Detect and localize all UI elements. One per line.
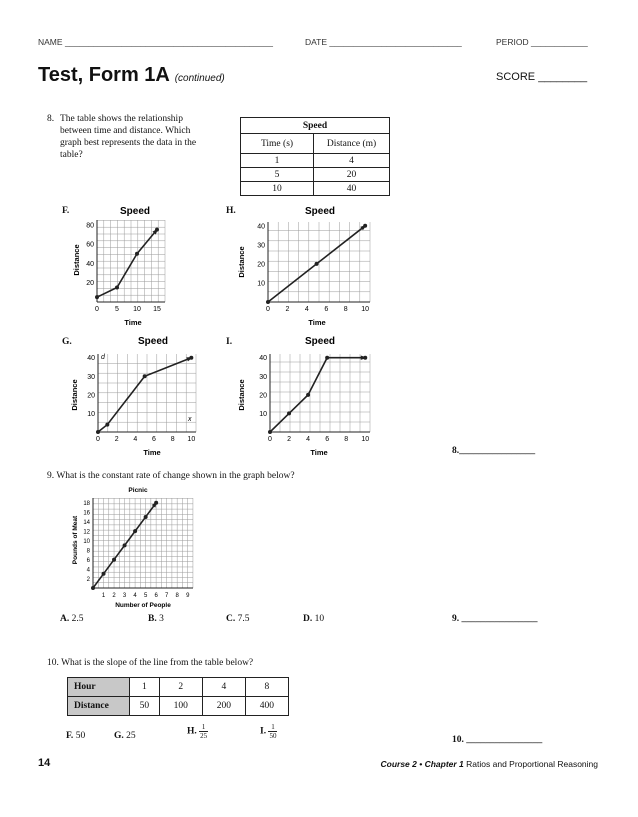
chart-f-title: Speed: [119, 206, 151, 217]
chart-f-xlabel: Time: [124, 318, 142, 327]
data-point: [144, 515, 148, 519]
x-tick-label: 0: [96, 436, 100, 443]
y-tick-label: 10: [257, 280, 265, 288]
q8-text-line: table?: [60, 150, 83, 160]
x-tick-label: 4: [133, 436, 138, 443]
q10-answer-label: 10.: [452, 735, 464, 745]
series-line: [97, 230, 157, 298]
data-point: [96, 430, 100, 434]
table-cell: 2: [159, 678, 202, 697]
y-tick-label: 30: [259, 373, 267, 381]
table-cell: 10: [241, 182, 314, 196]
x-tick-label: 2: [112, 593, 116, 599]
data-point: [287, 411, 291, 415]
y-tick-label: 2: [86, 577, 90, 584]
x-tick-label: 4: [133, 593, 137, 599]
x-tick-label: 4: [304, 306, 309, 313]
data-point: [266, 300, 270, 304]
score-field[interactable]: [496, 71, 587, 83]
data-point: [325, 356, 329, 360]
data-point: [306, 393, 310, 397]
period-label: PERIOD: [496, 37, 529, 47]
date-field[interactable]: [305, 37, 462, 47]
series-line: [98, 358, 191, 432]
chart-h-xlabel: Time: [308, 318, 326, 327]
choice-value: 2.5: [71, 614, 84, 624]
x-tick-label: 5: [143, 593, 148, 599]
q8-option-f-letter[interactable]: F.: [62, 206, 70, 216]
period-line: ____________: [530, 37, 588, 47]
choice-letter: G.: [114, 731, 124, 741]
chart-picnic: [68, 480, 208, 612]
x-tick-label: 6: [154, 593, 158, 599]
score-label: SCORE: [496, 71, 536, 83]
table-cell: 4: [314, 154, 390, 168]
table-cell: 400: [245, 697, 288, 716]
q8-answer-line: ________________: [459, 446, 536, 456]
y-tick-label: 20: [86, 280, 94, 288]
footer-course-name: Course 2 • Chapter 1: [380, 759, 464, 769]
q8-number: 8.: [47, 114, 55, 124]
x-tick-label: 6: [152, 436, 156, 443]
data-point: [135, 252, 139, 256]
q8-table-header: Time (s): [241, 134, 314, 154]
fraction-denominator: 25: [200, 732, 208, 740]
choice-letter: C.: [226, 614, 236, 624]
q8-option-i-letter[interactable]: I.: [226, 337, 233, 347]
x-tick-label: 3: [122, 593, 127, 599]
q8-text-line: graph best represents the data in the: [60, 138, 197, 148]
period-field[interactable]: [496, 37, 588, 47]
chart-g-title: Speed: [137, 336, 169, 347]
data-point: [115, 286, 119, 290]
x-tick-label: 5: [115, 306, 119, 313]
choice-value: 10: [314, 614, 325, 624]
x-tick-label: 7: [165, 593, 169, 599]
choice-letter: D.: [303, 614, 313, 624]
table-row: [68, 697, 289, 716]
name-line: ____________________________________________: [64, 37, 273, 47]
chart-picnic-ylabel: Pounds of Meat: [72, 515, 79, 565]
x-tick-label: 8: [170, 436, 175, 443]
fraction-denominator: 50: [269, 732, 277, 740]
q10-question: [47, 657, 253, 669]
data-point: [112, 558, 116, 562]
q8-table-title: Speed: [241, 118, 390, 134]
fraction-numerator: 1: [199, 723, 208, 732]
y-tick-label: 30: [87, 373, 95, 381]
q8-text: [60, 113, 240, 161]
q10-choice-f[interactable]: [66, 731, 85, 741]
q10-choice-i[interactable]: [260, 723, 277, 740]
chart-f-ylabel: Distance: [72, 244, 81, 276]
footer-course: [381, 759, 599, 769]
y-tick-label: 60: [86, 241, 94, 249]
q8-speed-table: [240, 117, 390, 196]
chart-f: [70, 200, 175, 330]
chart-picnic-title: Picnic: [128, 487, 148, 494]
q9-choice-b[interactable]: [148, 614, 164, 624]
q10-choice-h[interactable]: [187, 723, 208, 740]
table-row: [68, 678, 289, 697]
y-tick-label: 40: [259, 355, 267, 363]
x-tick-label: 8: [175, 593, 179, 599]
score-line: ________: [538, 71, 588, 83]
table-cell: 1: [130, 678, 160, 697]
q10-number: 10.: [47, 658, 59, 668]
data-point: [123, 543, 127, 547]
y-tick-label: 20: [87, 392, 95, 400]
fraction: [268, 723, 277, 740]
y-tick-label: 20: [257, 261, 265, 269]
data-point: [102, 572, 106, 576]
fraction-numerator: 1: [268, 723, 277, 732]
table-row: [241, 154, 390, 168]
data-point: [105, 423, 109, 427]
q9-text: What is the constant rate of change shown in the graph below?: [56, 471, 295, 481]
name-field[interactable]: [38, 37, 273, 47]
date-line: ____________________________: [329, 37, 462, 47]
choice-value: 3: [159, 614, 164, 624]
chart-i: [235, 330, 375, 460]
page-number: 14: [38, 757, 51, 769]
choice-value: 50: [75, 731, 86, 741]
x-tick-label: 0: [95, 306, 99, 313]
data-point: [133, 529, 137, 533]
choice-letter: A.: [60, 614, 70, 624]
q10-table: [67, 677, 289, 716]
q10-text: What is the slope of the line from the table below?: [61, 658, 254, 668]
x-tick-label: 6: [325, 436, 330, 443]
name-label: NAME: [38, 37, 63, 47]
y-tick-label: 30: [257, 242, 265, 250]
q10-row-label-distance: Distance: [68, 697, 130, 716]
y-tick-label: 20: [259, 392, 267, 400]
q9-answer-line: ________________: [461, 614, 538, 624]
x-tick-label: 10: [187, 436, 196, 443]
table-cell: 100: [159, 697, 202, 716]
table-cell: 5: [241, 168, 314, 182]
y-tick-label: 40: [257, 223, 265, 231]
choice-letter: F.: [66, 731, 74, 741]
table-cell: 1: [241, 154, 314, 168]
y-tick-label: 40: [87, 355, 95, 363]
y-tick-label: 18: [83, 501, 90, 508]
q9-choice-d[interactable]: [303, 614, 324, 624]
x-tick-label: 8: [343, 306, 348, 313]
x-tick-label: 6: [324, 306, 329, 313]
table-cell: 4: [202, 678, 245, 697]
q10-choice-g[interactable]: [114, 731, 136, 741]
y-tick-label: 6: [86, 558, 90, 565]
y-tick-label: 10: [87, 410, 95, 418]
y-tick-label: 14: [83, 520, 90, 527]
data-point: [315, 262, 319, 266]
table-cell: 40: [314, 182, 390, 196]
chart-g-axis-y-name: d: [101, 354, 105, 361]
q8-answer-label: 8.: [452, 446, 460, 456]
y-tick-label: 40: [86, 260, 94, 268]
q8-text-line: The table shows the relationship: [60, 114, 183, 124]
table-row: [241, 168, 390, 182]
page-title: [38, 64, 225, 87]
choice-value: 7.5: [237, 614, 250, 624]
chart-h-title: Speed: [304, 206, 336, 217]
table-cell: 8: [245, 678, 288, 697]
q10-answer[interactable]: [452, 735, 542, 745]
x-tick-label: 0: [266, 306, 270, 313]
choice-value: 25: [126, 731, 136, 741]
fraction: [199, 723, 208, 740]
x-tick-label: 0: [268, 436, 272, 443]
x-tick-label: 15: [153, 306, 161, 313]
table-cell: 20: [314, 168, 390, 182]
x-tick-label: 9: [186, 593, 190, 599]
x-tick-label: 8: [344, 436, 349, 443]
chart-g-axis-x-name: x: [188, 416, 192, 423]
data-point: [91, 586, 95, 590]
data-point: [268, 430, 272, 434]
q9-answer[interactable]: [452, 614, 538, 624]
x-tick-label: 10: [361, 436, 370, 443]
choice-letter: H.: [187, 726, 197, 737]
q8-table-header: Distance (m): [314, 134, 390, 154]
date-label: DATE: [305, 37, 328, 47]
table-row: [241, 182, 390, 196]
y-tick-label: 80: [86, 222, 94, 230]
chart-g-xlabel: Time: [143, 448, 161, 457]
x-tick-label: 2: [287, 436, 292, 443]
q9-choice-a[interactable]: [60, 614, 84, 624]
y-tick-label: 12: [83, 529, 90, 536]
q10-answer-line: ________________: [466, 735, 543, 745]
y-tick-label: 10: [83, 539, 90, 546]
q9-choice-c[interactable]: [226, 614, 250, 624]
data-point: [143, 374, 147, 378]
chart-g-ylabel: Distance: [70, 379, 79, 411]
choice-letter: B.: [148, 614, 157, 624]
q10-row-label-hour: Hour: [68, 678, 130, 697]
table-cell: 200: [202, 697, 245, 716]
x-tick-label: 10: [361, 306, 370, 313]
series-line: [270, 358, 365, 432]
chart-i-xlabel: Time: [310, 448, 328, 457]
y-tick-label: 10: [259, 410, 267, 418]
q9-number: 9.: [47, 471, 55, 481]
x-tick-label: 2: [114, 436, 119, 443]
x-tick-label: 2: [285, 306, 290, 313]
x-tick-label: 4: [306, 436, 311, 443]
title-continued: (continued): [174, 73, 225, 84]
y-tick-label: 4: [86, 567, 90, 574]
choice-letter: I.: [260, 726, 267, 737]
q8-option-h-letter[interactable]: H.: [226, 206, 236, 216]
chart-i-title: Speed: [304, 336, 336, 347]
footer-subject: Ratios and Proportional Reasoning: [466, 759, 598, 769]
chart-h: [235, 200, 375, 330]
table-cell: 50: [130, 697, 160, 716]
x-tick-label: 1: [101, 593, 106, 599]
x-tick-label: 10: [133, 306, 141, 313]
y-tick-label: 8: [86, 548, 90, 555]
q8-text-line: between time and distance. Which: [60, 126, 191, 136]
title-main: Test, Form 1A: [38, 64, 170, 86]
chart-g: [68, 330, 203, 460]
chart-picnic-xlabel: Number of People: [115, 602, 171, 609]
chart-h-ylabel: Distance: [237, 246, 246, 278]
y-tick-label: 16: [83, 510, 90, 517]
chart-i-ylabel: Distance: [237, 379, 246, 411]
data-point: [95, 295, 99, 299]
q8-answer[interactable]: [452, 446, 535, 456]
q8-option-g-letter[interactable]: G.: [62, 337, 72, 347]
q9-answer-label: 9.: [452, 614, 460, 624]
